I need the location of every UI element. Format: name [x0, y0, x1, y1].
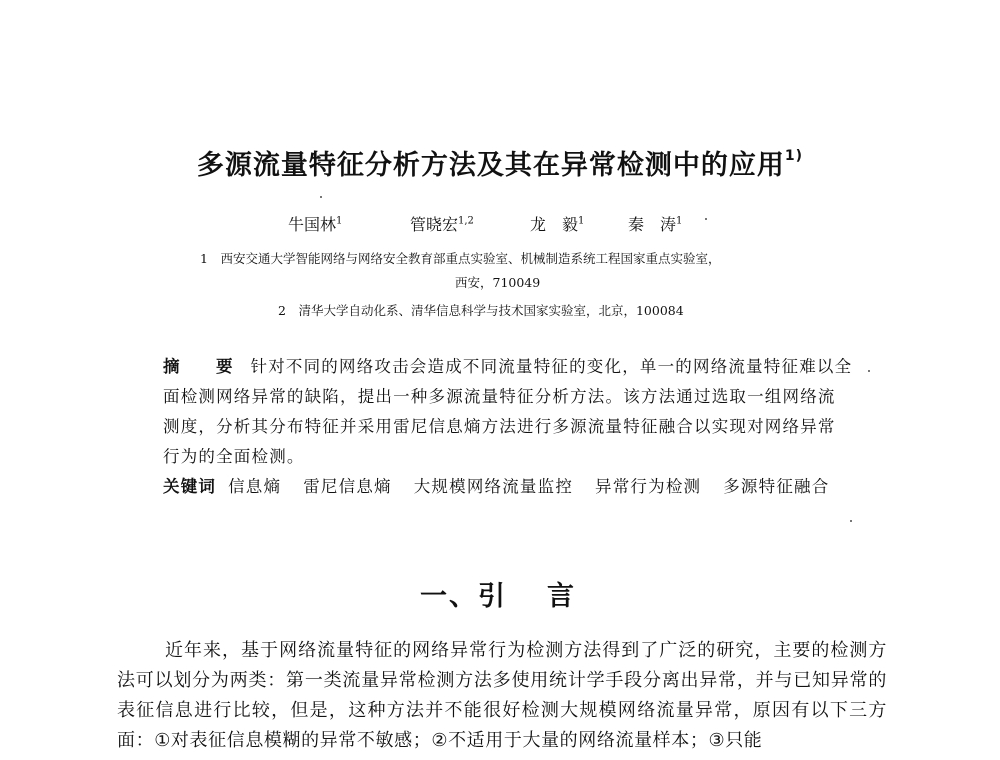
author-affiliation-marker: 1,2 — [458, 215, 474, 227]
author-list — [0, 212, 1000, 238]
title-footnote-marker: 1) — [784, 148, 804, 164]
author-affiliation-marker: 1 — [676, 215, 683, 227]
section-heading-introduction — [420, 574, 620, 613]
author-name: 牛国林 — [288, 215, 337, 234]
keyword: 异常行为检测 — [595, 477, 702, 496]
author-name: 龙 毅 — [530, 215, 579, 234]
keywords-paragraph — [163, 472, 853, 502]
scan-speck — [868, 370, 870, 372]
author-affiliation-marker: 1 — [336, 215, 343, 227]
scan-speck — [320, 196, 322, 198]
keyword: 大规模网络流量监控 — [413, 477, 574, 496]
scan-speck — [850, 520, 852, 522]
paper-title-text: 多源流量特征分析方法及其在异常检测中的应用 — [196, 150, 785, 181]
author-name: 秦 涛 — [628, 215, 677, 234]
author — [288, 212, 342, 235]
abstract-block — [163, 352, 853, 502]
keywords-label: 关键词 — [163, 477, 217, 496]
keyword: 雷尼信息熵 — [303, 477, 392, 496]
affiliation-1-line-2: 西安，710049 — [455, 275, 541, 290]
section-heading-part-2: 言 — [547, 581, 576, 612]
abstract-paragraph — [163, 352, 853, 472]
affiliation-2: 2 清华大学自动化系、清华信息科学与技术国家实验室，北京，100084 — [278, 303, 684, 318]
author — [530, 212, 584, 235]
scan-speck — [705, 218, 707, 220]
author-affiliation-marker: 1 — [578, 215, 585, 227]
affiliation-1-line-1: 1 西安交通大学智能网络与网络安全教育部重点实验室、机械制造系统工程国家重点实验室， — [200, 251, 721, 266]
keyword: 信息熵 — [228, 477, 282, 496]
abstract-text: 针对不同的网络攻击会造成不同流量特征的变化，单一的网络流量特征难以全面检测网络异常的缺陷，提出一种多源流量特征分析方法。该方法通过选取一组网络流测度，分析其分布特征并采用雷尼信息熵方法进行多源流量特征融合以实现对网络异常行为的全面检测。 — [163, 357, 853, 466]
paper-title — [100, 143, 900, 182]
author — [628, 212, 682, 235]
introduction-paragraph: 近年来，基于网络流量特征的网络异常行为检测方法得到了广泛的研究，主要的检测方法可以划分为两类：第一类流量异常检测方法多使用统计学手段分离出异常，并与已知异常的表征信息进行比较，但是，这种方法并不能很好检测大规模网络流量异常，原因有以下三方面：①对表征信息模糊的异常不敏感；②不适用于大量的网络流量样本；③只能 — [117, 640, 887, 751]
author — [410, 212, 474, 235]
section-heading-part-1: 一、引 — [420, 581, 507, 612]
abstract-label: 摘 要 — [163, 357, 243, 376]
keyword: 多源特征融合 — [723, 477, 830, 496]
author-name: 管晓宏 — [410, 215, 459, 234]
